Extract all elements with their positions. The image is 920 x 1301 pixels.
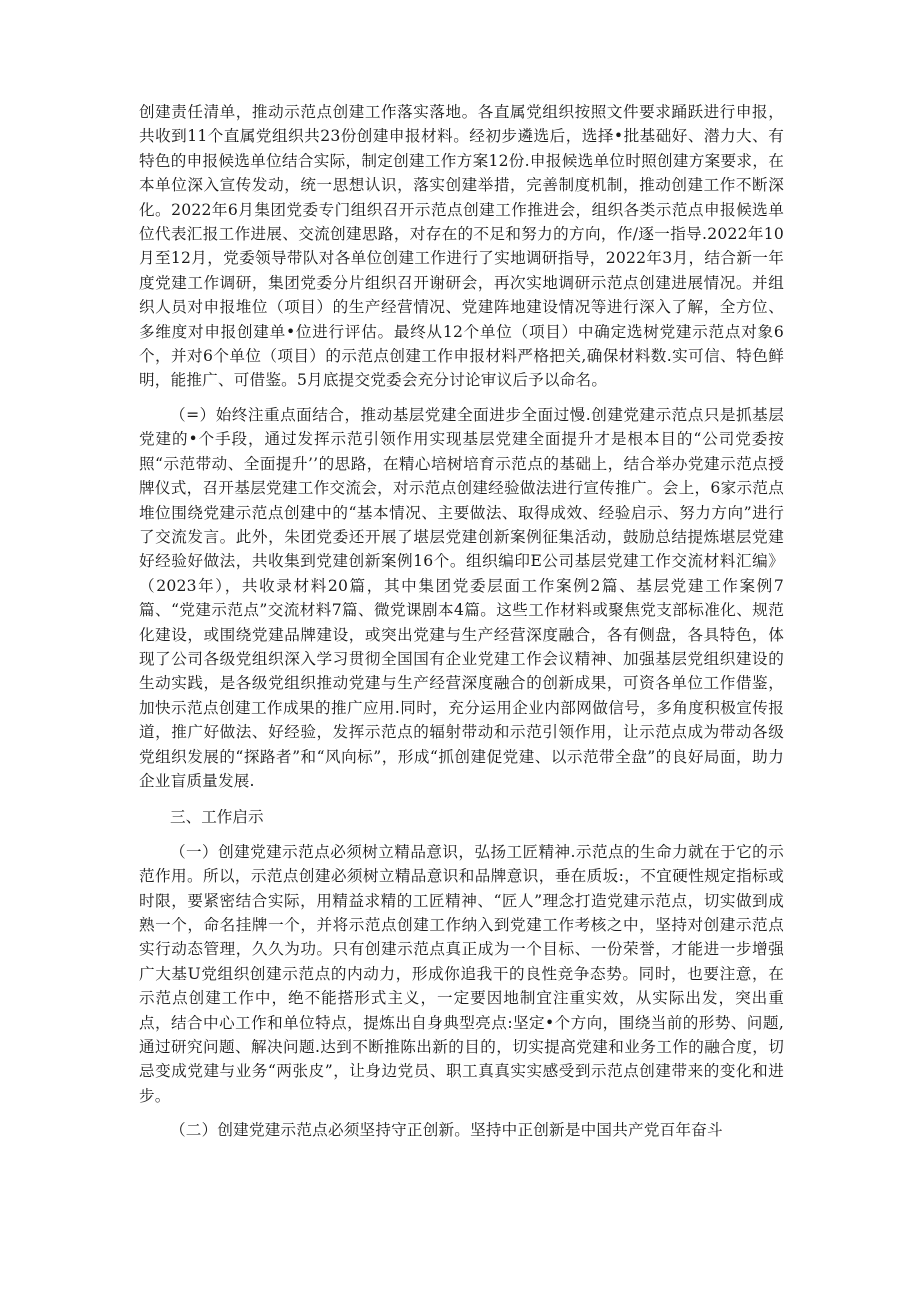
section-heading-work-insights: 三、工作启示 [170, 808, 264, 827]
paragraph-point-area-combination: （=）始终注重点面结合，推动基层党建全面进步全面过慢.创建党建示范点只是抓基层党建的•个手段，通过发挥示范引领作用实现基层党建全面提升才是根本目的“公司党委按照“示范带动、全面提升’’的思路，在精心培树培育示范点的基础上，结合举办党建示范点授牌仪式，召开基层党建工作交流会，对示范点创建经验做法进行宣传推广。会上，6家示范点堆位围绕党建示范点创建中的“基本情况、主要做法、取得成效、经验启示、努力方向”进行了交流发言。此外，朱团党委还开展了堪层党建创新案例征集活动，鼓励总结提炼堪层党建好经验好做法，共收集到党建创新案例16个。组织编印E公司基层党建工作交流材料汇编》（2023年），共收录材料20篇，其中集团党委层面工作案例2篇、基层党建工作案例7篇、“党建示范点”交流材料7篇、微党课剧本4篇。这些工作材料或聚焦党支部标准化、规范化建设，或围绕党建品牌建设，或突出党建与生产经营深度融合，各有侧盘，各具特色，体现了公司各级党组织深入学习贯彻全国国有企业党建工作会议精神、加强基层党组织建设的生动实践，是各级党组织推动党建与生产经营深度融合的创新成果，可资各单位工作借鉴，加快示范点创建工作成果的推广应用.同时，充分运用企业内部网做信号，多角度积极宣传报道，推广好做法、好经验，发挥示范点的辐射带动和示范引领作用，让示范点成为带动各级党组织发展的“探路者”和“风向标”，形成“抓创建促党建、以示范带全盘”的良好局面，助力企业盲质量发展. [139, 405, 784, 790]
paragraph-innovation: （二）创建党建示范点必须坚持守正创新。坚持中正创新是中国共产党百年奋斗 [170, 1121, 723, 1140]
paragraph-quality-awareness: （一）创建党建示范点必须树立精品意识，弘扬工匠精神.示范点的生命力就在于它的示范作用。所以，示范点创建必须树立精品意识和品牌意识，垂在质坂:，不宜硬性规定指标或时限，要紧密结合实际，用精益求精的工匠精神、“匠人”理念打造党建示范点，切实做到成熟一个，命名挂牌一个，并将示范点创建工作纳入到党建工作考核之中，坚持对创建示范点实行动态管理，久久为功。只有创建示范点真正成为一个目标、一份荣誉，才能进一步增强广大基U党组织创建示范点的内动力，形成你追我干的良性竞争态势。同时，也要注意，在示范点创建工作中，绝不能搭形式主义，一定要因地制宜注重实效，从实际出发，突出重点，结合中心工作和单位特点，提炼出自身典型亮点:坚定•个方向，围绕当前的形势、问题,通过研究问题、解决问题.达到不断推陈出新的目的，切实提高党建和业务工作的融合度，切忌变成党建与业务“两张皮”，让身边党员、职工真真实实感受到示范点创建带来的变化和进步。 [139, 842, 784, 1105]
paragraph-creation-responsibility: 创建责任清单，推动示范点创建工作落实落地。各直属党组织按照文件要求踊跃进行申报，共收到11个直属党组织共23份创建申报材料。经初步遴选后，选择•批基础好、潜力大、有特色的申报候选单位结合实际，制定创建工作方案12份.申报候选单位时照创建方案要求，在本单位深入宣传发动，统一思想认识，落实创建举措，完善制度机制，推动创建工作不断深化。2022年6月集团党委专门组织召开示范点创建工作推进会，组织各类示范点申报候选单位代表汇报工作进展、交流创建思路，对存在的不足和努力的方向，作/逐一指导.2022年10月至12月，党委领导带队对各单位创建工作进行了实地调研指导，2022年3月，结合新一年度党建工作调研，集团党委分片组织召开谢研会，再次实地调研示范点创建进展情况。并组织人员对申报堆位（项目）的生产经营情况、党建阵地建设情况等进行深入了解，全方位、多维度对申报创建单•位进行评估。最终从12个单位（项目）中确定选树党建示范点对象6个，并对6个单位（项目）的示范点创建工作申报材料严格把关,确保材料数.实可信、特色鲜明，能推广、可借鉴。5月底提交党委会充分讨论审议后予以命名。 [139, 103, 784, 390]
document-page [139, 100, 784, 1143]
